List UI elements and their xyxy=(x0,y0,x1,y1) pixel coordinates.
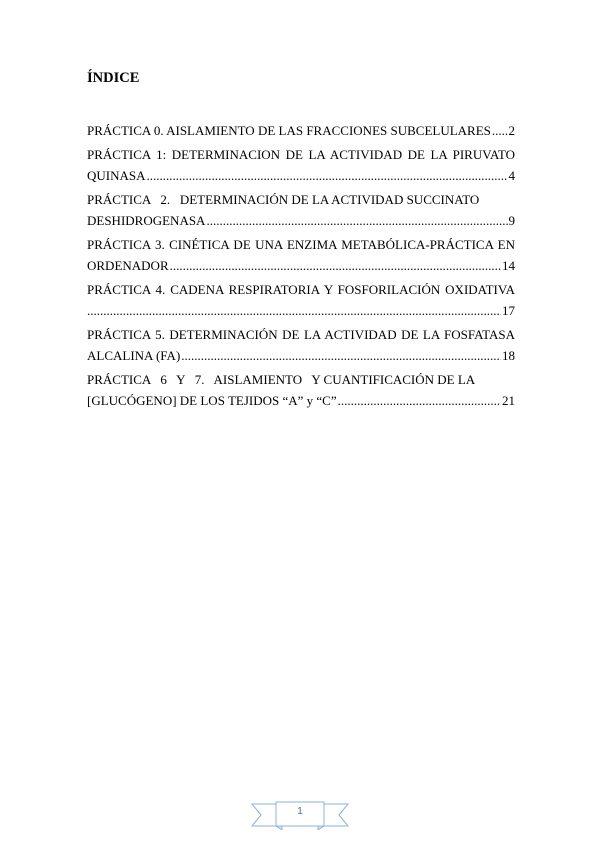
toc-entry-title-continued: [GLUCÓGENO] DE LOS TEJIDOS “A” y “C” xyxy=(87,393,337,408)
toc-entry-practica-3[interactable] xyxy=(87,234,515,276)
toc-entry-title: PRÁCTICA 6 Y 7. AISLAMIENTO Y CUANTIFICACIÓN DE LA xyxy=(87,372,476,387)
toc-page-number: 17 xyxy=(502,303,515,318)
page-number: 1 xyxy=(297,806,303,817)
toc-entry-practica-4[interactable] xyxy=(87,279,515,321)
toc-leader-dots xyxy=(181,345,501,366)
toc-entry-title: PRÁCTICA 3. CINÉTICA DE UNA ENZIMA METABÓLICA-PRÁCTICA EN xyxy=(87,237,515,252)
toc-leader-dots xyxy=(492,120,508,141)
toc-leader-dots xyxy=(170,255,501,276)
toc-page-number: 18 xyxy=(502,348,515,363)
toc-page-number: 21 xyxy=(502,393,515,408)
toc-page-number: 2 xyxy=(508,123,515,138)
toc-entry-title: PRÁCTICA 0. AISLAMIENTO DE LAS FRACCIONES SUBCELULARES xyxy=(87,123,491,138)
toc-entry-title: PRÁCTICA 1: DETERMINACION DE LA ACTIVIDAD DE LA PIRUVATO xyxy=(87,147,515,162)
toc-entry-practica-1[interactable] xyxy=(87,144,515,186)
toc-page-number: 14 xyxy=(502,258,515,273)
toc-page-number: 9 xyxy=(508,213,515,228)
toc-entry-title-continued: ORDENADOR xyxy=(87,258,169,273)
toc-entry-practica-5[interactable] xyxy=(87,324,515,366)
page-title: ÍNDICE xyxy=(87,70,140,86)
toc-entry-practica-6-7[interactable] xyxy=(87,369,515,411)
table-of-contents xyxy=(87,120,515,414)
toc-leader-dots xyxy=(87,300,501,321)
toc-entry-title: PRÁCTICA 5. DETERMINACIÓN DE LA ACTIVIDAD DE LA FOSFATASA xyxy=(87,327,515,342)
toc-entry-title-continued: ALCALINA (FA) xyxy=(87,348,181,363)
toc-entry-practica-2[interactable] xyxy=(87,189,515,231)
toc-entry-practica-0[interactable] xyxy=(87,120,515,141)
toc-leader-dots xyxy=(338,390,501,411)
toc-entry-title: PRÁCTICA 4. CADENA RESPIRATORIA Y FOSFORILACIÓN OXIDATIVA xyxy=(87,282,515,297)
toc-entry-title-continued: DESHIDROGENASA xyxy=(87,213,206,228)
toc-entry-title: PRÁCTICA 2. DETERMINACIÓN DE LA ACTIVIDAD SUCCINATO xyxy=(87,192,480,207)
toc-leader-dots xyxy=(206,210,507,231)
toc-leader-dots xyxy=(147,165,508,186)
toc-page-number: 4 xyxy=(508,168,515,183)
toc-entry-title-continued: QUINASA xyxy=(87,168,146,183)
